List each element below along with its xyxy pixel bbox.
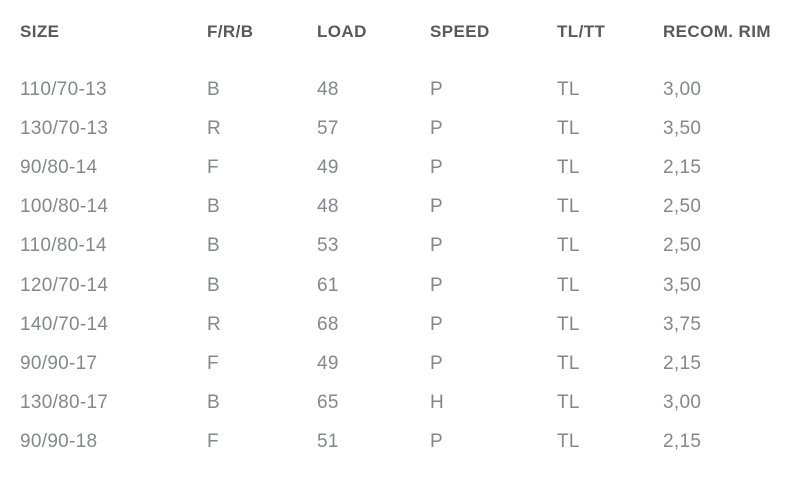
cell-recom-rim: 3,50 <box>663 274 702 296</box>
cell-speed: P <box>430 117 443 139</box>
column-header-speed: SPEED <box>430 22 490 41</box>
cell-size: 110/70-13 <box>20 78 107 100</box>
cell-size: 100/80-14 <box>20 196 109 218</box>
cell-load: 57 <box>317 117 339 139</box>
table-row <box>20 188 789 227</box>
cell-tltt: TL <box>557 392 580 414</box>
cell-tltt: TL <box>557 352 580 374</box>
table-row <box>20 344 789 383</box>
table-row <box>20 109 789 148</box>
cell-size: 90/80-14 <box>20 156 98 178</box>
cell-size: 90/90-17 <box>20 352 98 374</box>
column-header-frb: F/R/B <box>207 22 254 41</box>
cell-frb: B <box>207 235 220 257</box>
cell-load: 65 <box>317 392 339 414</box>
table-row <box>20 227 789 266</box>
cell-speed: P <box>430 431 443 453</box>
cell-tltt: TL <box>557 431 580 453</box>
cell-frb: F <box>207 431 219 453</box>
cell-size: 130/70-13 <box>20 117 109 139</box>
cell-recom-rim: 3,00 <box>663 78 702 100</box>
cell-tltt: TL <box>557 117 580 139</box>
cell-load: 49 <box>317 156 339 178</box>
cell-load: 48 <box>317 78 339 100</box>
cell-frb: R <box>207 117 222 139</box>
table-row <box>20 384 789 423</box>
table-row <box>20 266 789 305</box>
cell-size: 90/90-18 <box>20 431 98 453</box>
cell-speed: P <box>430 156 443 178</box>
cell-frb: B <box>207 274 220 296</box>
column-header-size: SIZE <box>20 22 60 41</box>
cell-tltt: TL <box>557 78 580 100</box>
column-header-recom-rim: RECOM. RIM <box>663 22 771 41</box>
cell-size: 120/70-14 <box>20 274 109 296</box>
cell-recom-rim: 2,15 <box>663 156 702 178</box>
cell-size: 110/80-14 <box>20 235 107 257</box>
cell-recom-rim: 3,75 <box>663 313 702 335</box>
cell-size: 130/80-17 <box>20 392 109 414</box>
cell-tltt: TL <box>557 196 580 218</box>
cell-recom-rim: 3,50 <box>663 117 702 139</box>
cell-frb: B <box>207 196 220 218</box>
cell-speed: P <box>430 313 443 335</box>
cell-tltt: TL <box>557 313 580 335</box>
cell-load: 68 <box>317 313 339 335</box>
cell-recom-rim: 2,15 <box>663 431 702 453</box>
cell-recom-rim: 2,15 <box>663 352 702 374</box>
cell-tltt: TL <box>557 156 580 178</box>
cell-speed: P <box>430 274 443 296</box>
column-header-load: LOAD <box>317 22 367 41</box>
cell-recom-rim: 3,00 <box>663 392 702 414</box>
cell-tltt: TL <box>557 235 580 257</box>
cell-speed: H <box>430 392 445 414</box>
cell-size: 140/70-14 <box>20 313 109 335</box>
cell-recom-rim: 2,50 <box>663 235 702 257</box>
cell-frb: R <box>207 313 222 335</box>
cell-load: 51 <box>317 431 339 453</box>
cell-recom-rim: 2,50 <box>663 196 702 218</box>
cell-frb: F <box>207 352 219 374</box>
cell-speed: P <box>430 235 443 257</box>
cell-tltt: TL <box>557 274 580 296</box>
column-header-tltt: TL/TT <box>557 22 606 41</box>
table-row <box>20 70 789 109</box>
table-row <box>20 423 789 462</box>
cell-speed: P <box>430 78 443 100</box>
cell-load: 53 <box>317 235 339 257</box>
cell-frb: B <box>207 78 220 100</box>
cell-load: 48 <box>317 196 339 218</box>
cell-frb: F <box>207 156 219 178</box>
cell-speed: P <box>430 196 443 218</box>
cell-frb: B <box>207 392 220 414</box>
cell-speed: P <box>430 352 443 374</box>
cell-load: 61 <box>317 274 339 296</box>
cell-load: 49 <box>317 352 339 374</box>
table-header-row <box>20 22 789 42</box>
table-row <box>20 148 789 187</box>
table-body <box>20 70 789 462</box>
table-row <box>20 305 789 344</box>
